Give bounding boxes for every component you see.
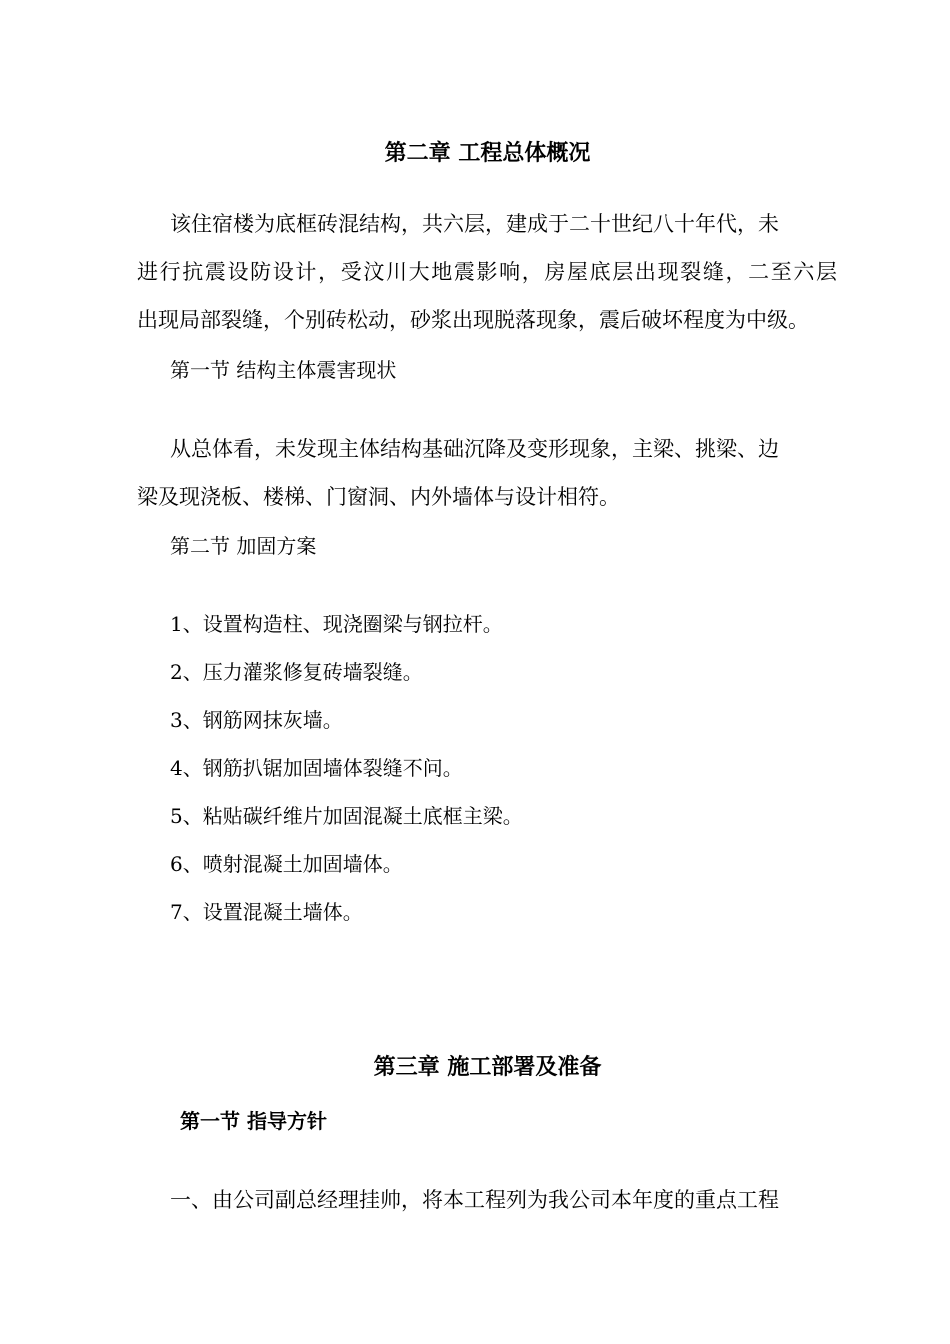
chapter-2-title: 第二章 工程总体概况 — [384, 141, 591, 166]
list-item: 6、喷射混凝土加固墙体。 — [170, 852, 403, 876]
section-1-line-1: 从总体看，未发现主体结构基础沉降及变形现象，主梁、挑梁、边 — [170, 437, 779, 461]
list-item: 5、粘贴碳纤维片加固混凝土底框主梁。 — [170, 804, 523, 828]
list-item: 2、压力灌浆修复砖墙裂缝。 — [170, 660, 423, 684]
chapter-3-section-1-title: 第一节 指导方针 — [180, 1109, 327, 1133]
section-2-title: 第二节 加固方案 — [170, 534, 317, 558]
section-1-line-2: 梁及现浇板、楼梯、门窗洞、内外墙体与设计相符。 — [137, 485, 620, 509]
chapter-2-intro-line-1: 该住宿楼为底框砖混结构，共六层，建成于二十世纪八十年代，未 — [170, 212, 779, 236]
chapter-2-intro-line-3: 出现局部裂缝，个别砖松动，砂浆出现脱落现象，震后破坏程度为中级。 — [137, 308, 809, 332]
list-item: 7、设置混凝土墙体。 — [170, 900, 363, 924]
chapter-3-title: 第三章 施工部署及准备 — [373, 1055, 602, 1080]
section-1-title: 第一节 结构主体震害现状 — [170, 358, 397, 382]
list-item: 4、钢筋扒锯加固墙体裂缝不问。 — [170, 756, 463, 780]
chapter-3-section-1-line-1: 一、由公司副总经理挂帅，将本工程列为我公司本年度的重点工程 — [170, 1188, 779, 1212]
list-item: 1、设置构造柱、现浇圈梁与钢拉杆。 — [170, 612, 503, 636]
chapter-2-intro-line-2: 进行抗震设防设计，受汶川大地震影响，房屋底层出现裂缝，二至六层 — [137, 260, 837, 284]
list-item: 3、钢筋网抹灰墙。 — [170, 708, 343, 732]
